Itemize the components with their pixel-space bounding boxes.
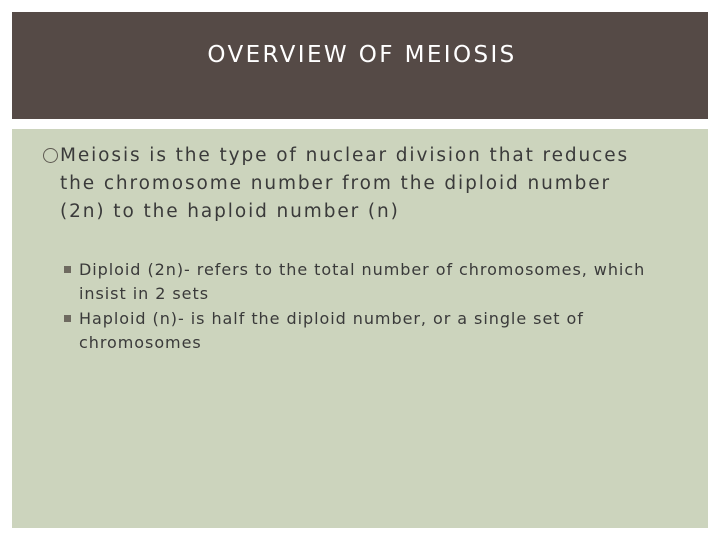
sub-bullet-list <box>64 259 704 356</box>
square-bullet-icon <box>64 315 71 322</box>
sub-bullet-line: insist in 2 sets <box>79 284 209 303</box>
sub-bullet-diploid <box>64 257 704 307</box>
square-bullet-icon <box>64 266 71 273</box>
sub-bullet-line: Diploid (2n)- refers to the total number of chromosomes, which <box>79 260 646 279</box>
main-bullet <box>43 142 683 226</box>
main-bullet-line-1: Meiosis is the type of nuclear division that reduces <box>60 145 630 166</box>
sub-bullet-haploid <box>64 306 704 356</box>
slide-title: OVERVIEW OF MEIOSIS <box>207 41 517 68</box>
sub-bullet-line: Haploid (n)- is half the diploid number, or a single set of <box>79 309 584 328</box>
sub-bullet-line: chromosomes <box>79 333 202 352</box>
main-bullet-line-3: (2n) to the haploid number (n) <box>60 201 400 222</box>
title-bar <box>12 12 708 119</box>
main-bullet-text <box>43 142 683 226</box>
circle-bullet-icon <box>43 148 58 163</box>
main-bullet-line-2: the chromosome number from the diploid number <box>60 173 612 194</box>
